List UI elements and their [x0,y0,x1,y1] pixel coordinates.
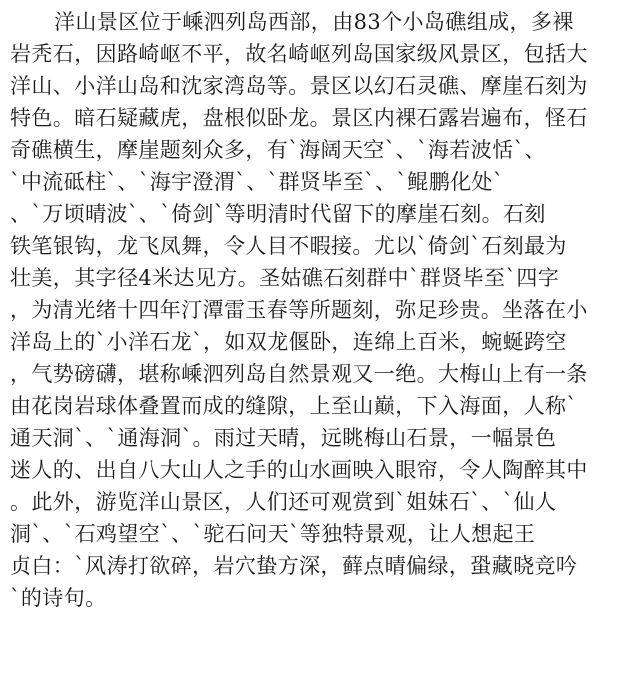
text-line: 洋岛上的`小洋石龙`，如双龙偃卧，连绵上百米，蜿蜒跨空 [10,330,567,354]
text-line: 洋山、小洋山岛和沈家湾岛等。景区以幻石灵礁、摩崖石刻为 [10,74,588,98]
text-line: 通天洞`、`通海洞`。雨过天晴，远眺梅山石景，一幅景色 [10,426,557,450]
text-line: 贞白：`风涛打欲碎，岩穴蛰方深，藓点晴偏绿，蛩藏晓竞吟 [10,554,578,578]
text-line: ，为清光绪十四年汀潭雷玉春等所题刻，弥足珍贵。坐落在小 [10,298,588,322]
document-body [0,6,640,614]
text-line: 。此外，游览洋山景区，人们还可观赏到`姐妹石`、`仙人 [10,490,557,514]
text-line: 迷人的、出自八大山人之手的山水画映入眼帘，令人陶醉其中 [10,458,588,482]
text-line: 、`万顷晴波`、`倚剑`等明清时代留下的摩崖石刻。石刻 [10,202,546,226]
text-line: 洋山景区位于嵊泗列岛西部，由83个小岛礁组成，多裸 [54,10,574,34]
text-line: `的诗句。 [10,586,107,610]
text-line: `中流砥柱`、`海宇澄渭`、`群贤毕至`、`鲲鹏化处` [10,170,504,194]
text-line: 由花岗岩球体叠置而成的缝隙，上至山巅，下入海面，人称` [10,394,578,418]
text-line: 奇礁横生，摩崖题刻众多，有`海阔天空`、`海若波恬`、 [10,138,546,162]
text-line: 岩秃石，因路崎岖不平，故名崎岖列岛国家级风景区，包括大 [10,42,588,66]
text-line: 壮美，其字径4米达见方。圣姑礁石刻群中`群贤毕至`四字 [10,266,560,290]
text-line: 铁笔银钩，龙飞凤舞，令人目不暇接。尤以`倚剑`石刻最为 [10,234,567,258]
text-line: 特色。暗石疑藏虎，盘根似卧龙。景区内裸石露岩遍布，怪石 [10,106,588,130]
text-line: 洞`、`石鸡望空`、`驼石问天`等独特景观，让人想起王 [10,522,536,546]
text-line: ，气势磅礴，堪称嵊泗列岛自然景观又一绝。大梅山上有一条 [10,362,588,386]
